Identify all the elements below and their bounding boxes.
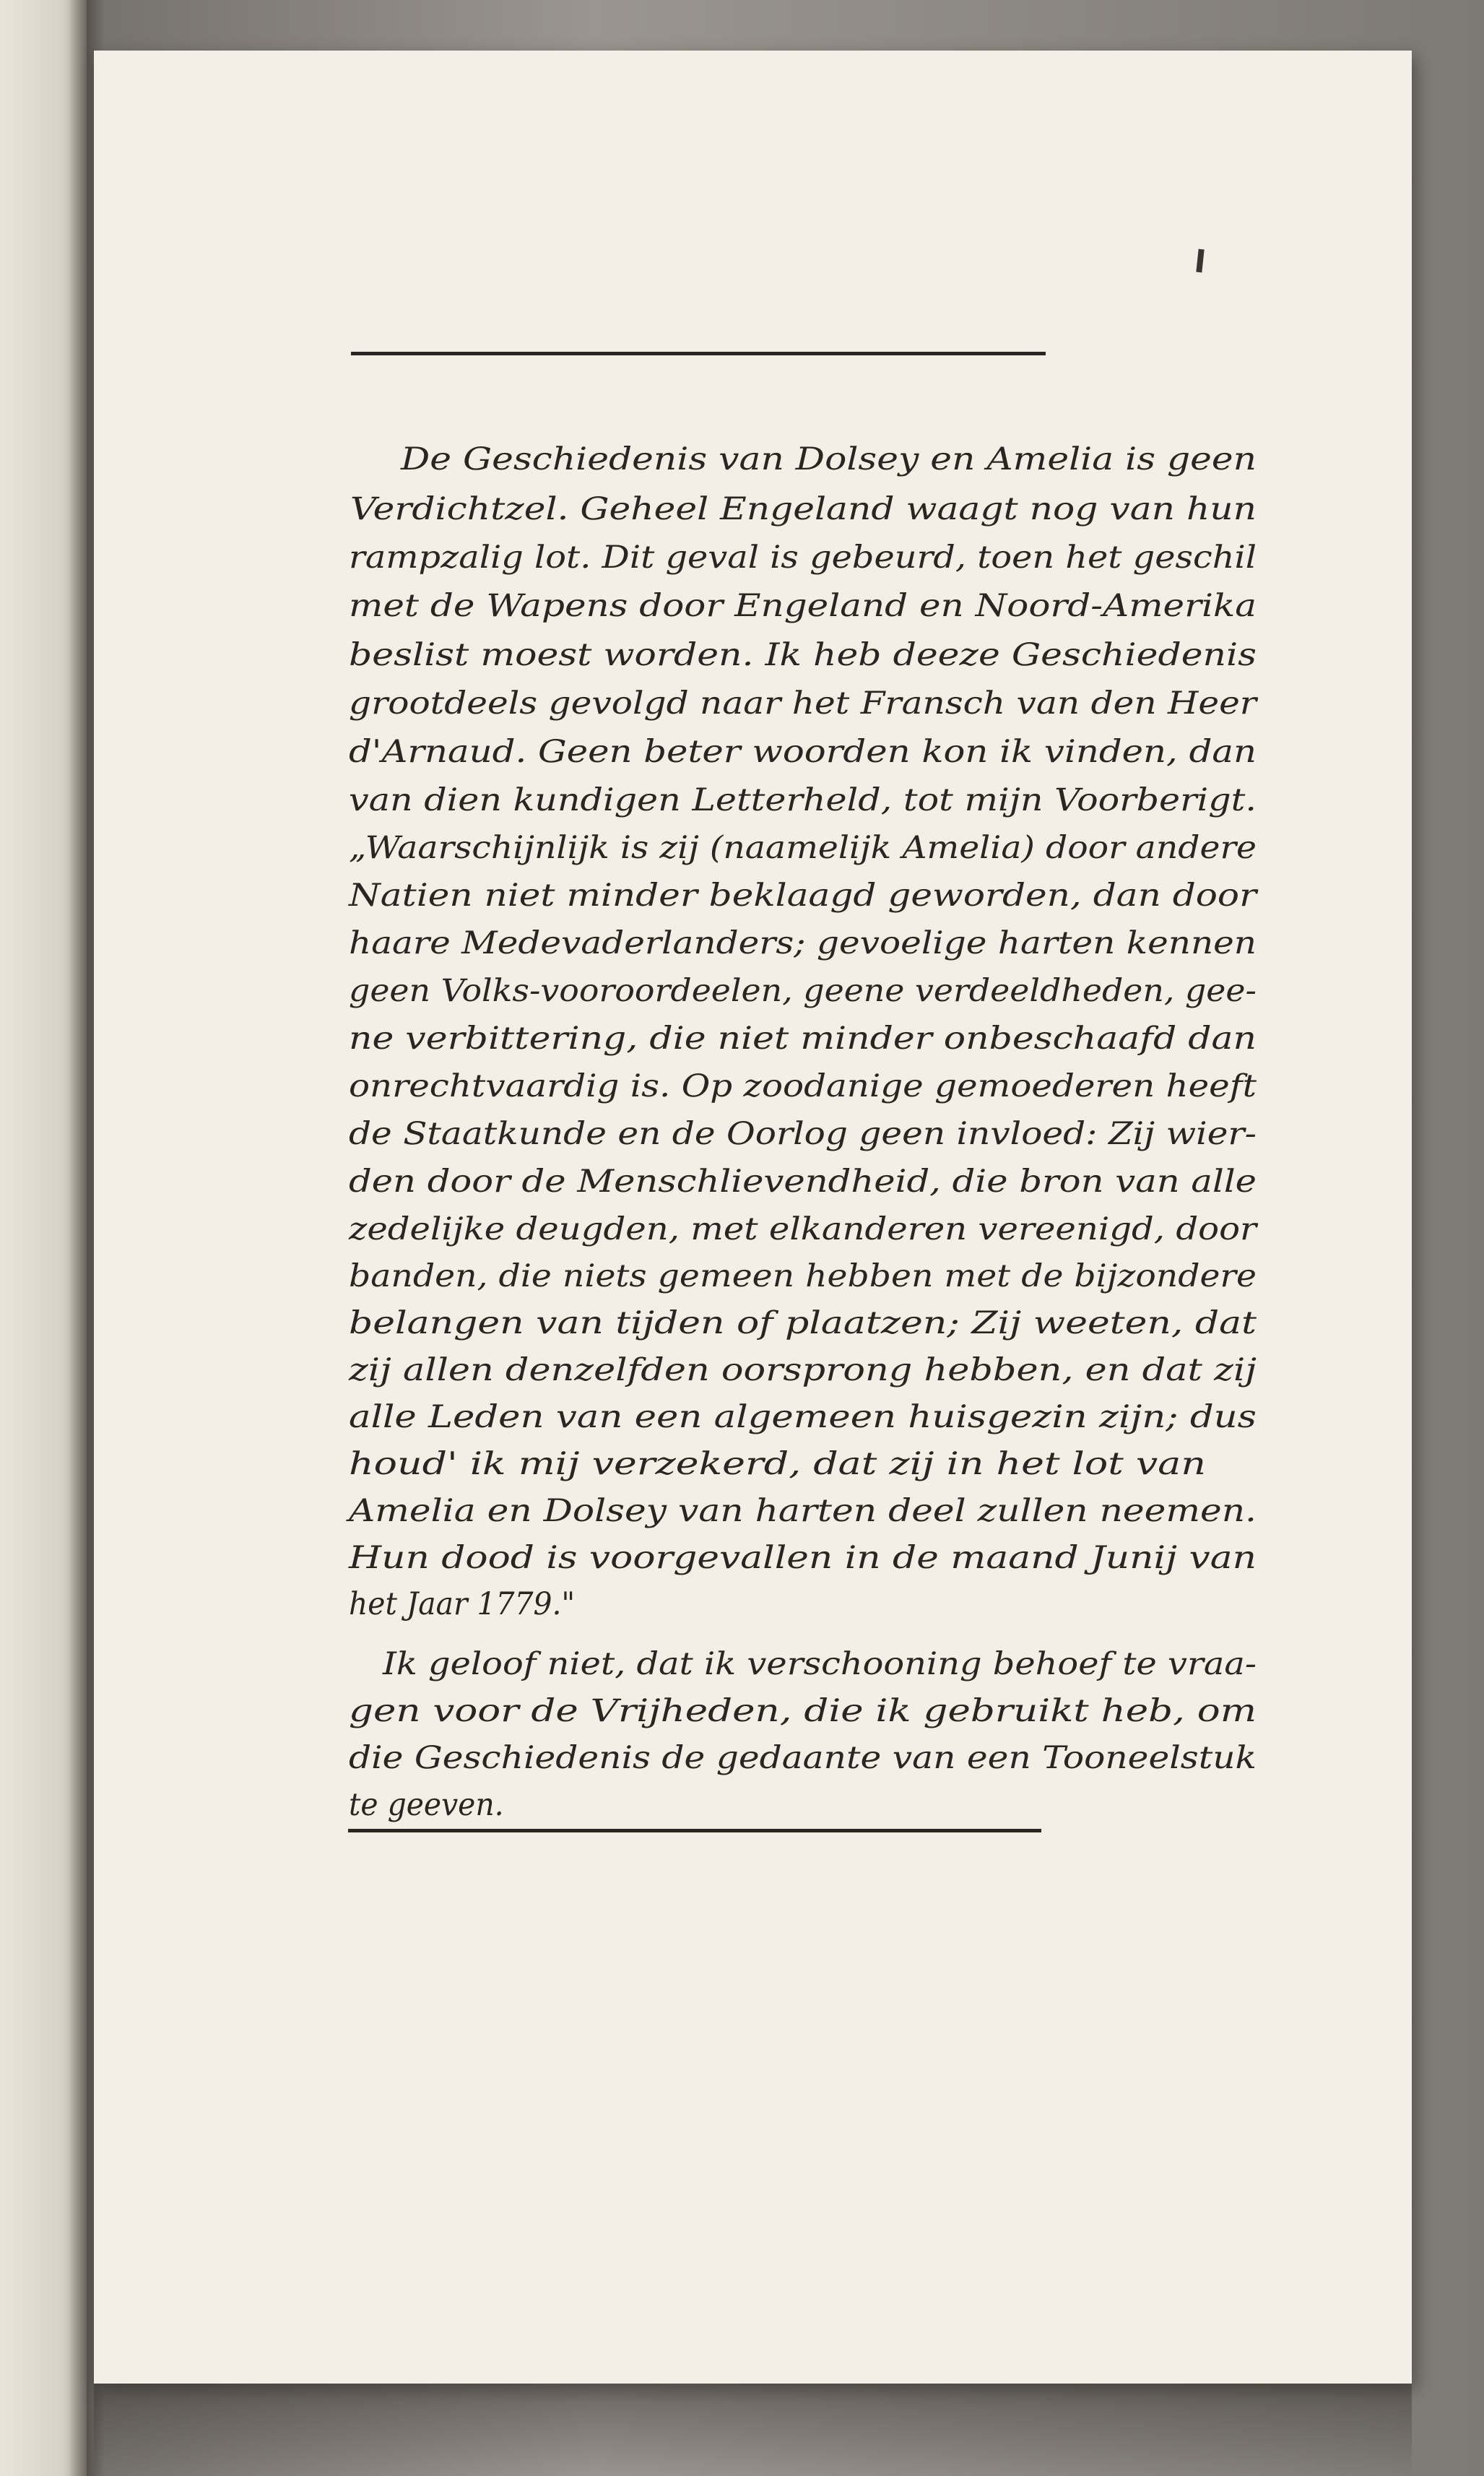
p1-line: De Geschiedenis van Dolsey en Amelia is geen	[401, 441, 1257, 477]
p1-line: banden, die niets gemeen hebben met de bijzondere	[349, 1258, 1257, 1294]
p1-line: rampzalig lot. Dit geval is gebeurd, toen het geschil	[349, 540, 1257, 576]
p1-line: met de Wapens door Engeland en Noord-Amerika	[349, 588, 1257, 624]
p1-line: van dien kundigen Letterheld, tot mijn Voorberigt.	[349, 782, 1257, 818]
p1-line: de Staatkunde en de Oorlog geen invloed: Zij wier-	[349, 1116, 1257, 1152]
p1-line: grootdeels gevolgd naar het Fransch van den Heer	[349, 685, 1257, 722]
p1-line: haare Medevaderlanders; gevoelige harten kennen	[349, 925, 1257, 961]
p1-line: Amelia en Dolsey van harten deel zullen neemen.	[349, 1493, 1257, 1529]
p1-line: ne verbittering, die niet minder onbeschaafd dan	[349, 1021, 1257, 1057]
p1-line: d'Arnaud. Geen beter woorden kon ik vinden, dan	[349, 734, 1257, 770]
p1-line: den door de Menschlievendheid, die bron van alle	[349, 1164, 1257, 1200]
p1-line: Hun dood is voorgevallen in de maand Junij van	[349, 1540, 1257, 1576]
p1-line: Natien niet minder beklaagd geworden, dan door	[349, 878, 1257, 914]
p1-line: alle Leden van een algemeen huisgezin zijn; dus	[349, 1399, 1257, 1435]
p1-line: „Waarschijnlijk is zij (naamelijk Amelia) door andere	[349, 830, 1257, 866]
p1-line: belangen van tijden of plaatzen; Zij weeten, dat	[349, 1305, 1257, 1341]
p1-line: geen Volks-vooroordeelen, geene verdeeldheden, gee-	[349, 973, 1257, 1009]
p1-line: zedelijke deugden, met elkanderen vereenigd, door	[349, 1211, 1257, 1247]
p1-line: beslist moest worden. Ik heb deeze Geschiedenis	[349, 637, 1257, 673]
p2-line: gen voor de Vrijheden, die ik gebruikt heb, om	[349, 1693, 1257, 1729]
p1-line: onrechtvaardig is. Op zoodanige gemoederen heeft	[349, 1068, 1257, 1104]
p2-line: Ik geloof niet, dat ik verschooning behoef te vraa-	[383, 1646, 1257, 1682]
p1-line: het Jaar 1779."	[349, 1586, 576, 1622]
p1-line: zij allen denzelfden oorsprong hebben, en dat zij	[349, 1352, 1257, 1388]
p2-line: die Geschiedenis de gedaante van een Tooneelstuk	[349, 1740, 1257, 1776]
p1-line: houd' ik mij verzekerd, dat zij in het lot van	[349, 1446, 1206, 1482]
p1-line: Verdichtzel. Geheel Engeland waagt nog van hun	[350, 491, 1257, 527]
p2-line: te geeven.	[349, 1787, 504, 1823]
